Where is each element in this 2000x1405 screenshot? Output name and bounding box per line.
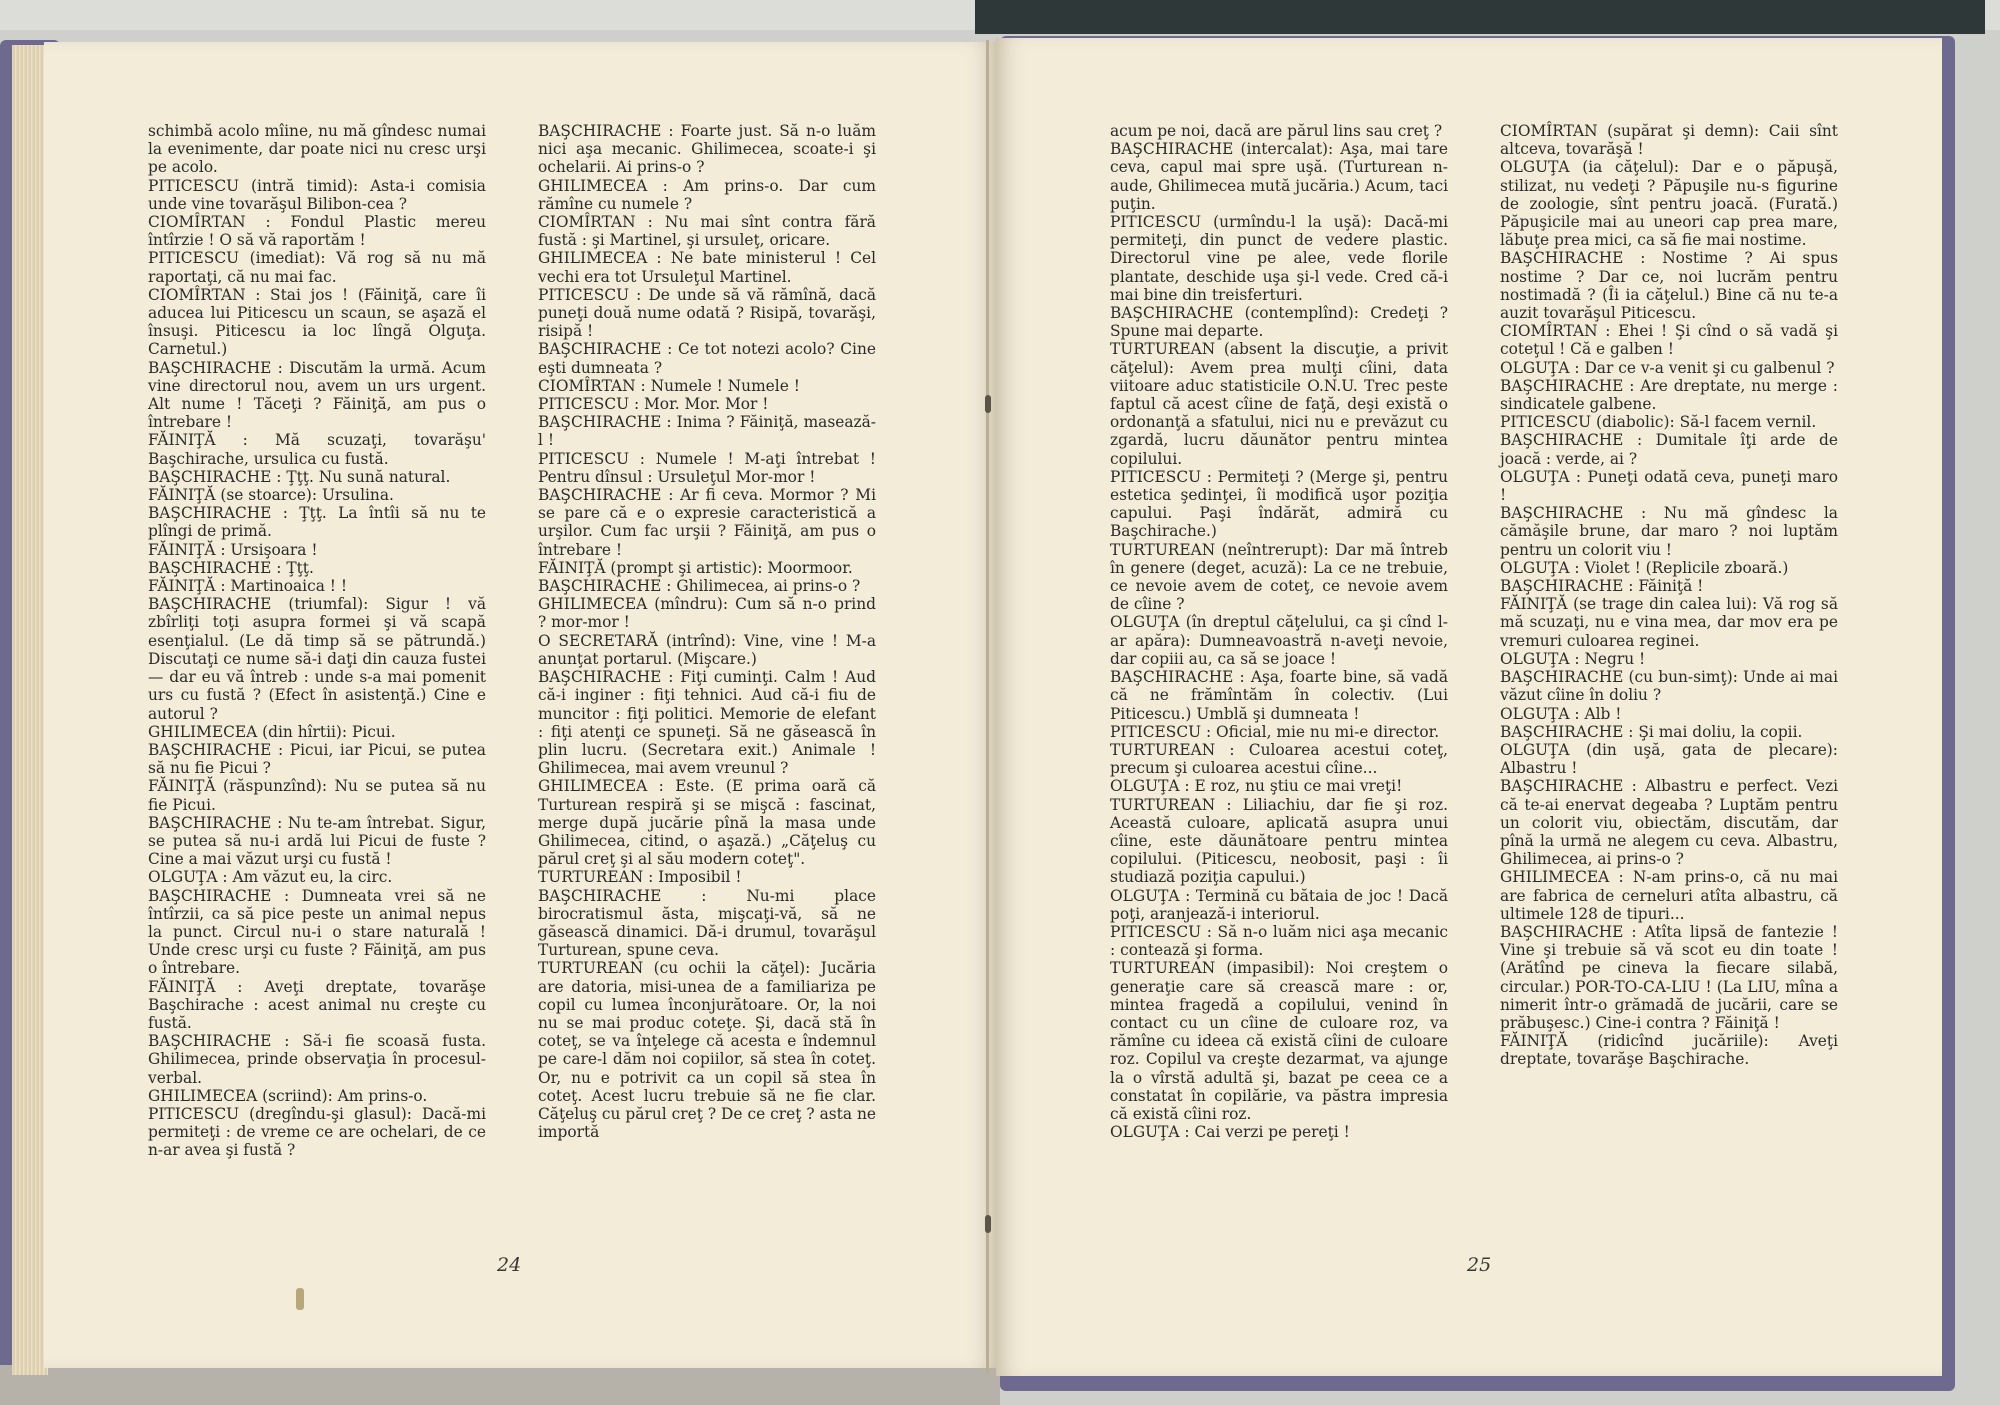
dialogue-paragraph: FĂINIŢĂ : Ursişoara ! bbox=[148, 540, 318, 559]
dialogue-paragraph: BAŞCHIRACHE : Dumitale îţi arde de joacă : verde, ai ? bbox=[1500, 431, 1838, 468]
dialogue-paragraph: BAŞCHIRACHE : Nu mă gîndesc la cămăşile brune, dar maro ? noi luptăm pentru un colorit viu ! bbox=[1500, 504, 1838, 559]
text-column-4 bbox=[1500, 122, 1838, 1069]
dialogue-paragraph: OLGUŢA : Termină cu bătaia de joc ! Dacă poţi, aranjează-i interiorul. bbox=[1110, 886, 1448, 923]
dialogue-paragraph: BAŞCHIRACHE (intercalat): Aşa, mai tare ceva, capul mai spre uşă. (Turturean n-aude, Ghilimecea mută jucăria.) Acum, taci puţin. bbox=[1110, 140, 1448, 213]
dialogue-paragraph: FĂINIŢĂ : Aveţi dreptate, tovarăşe Başchirache : acest animal nu creşte cu fustă. bbox=[148, 977, 486, 1032]
dialogue-paragraph: TURTUREAN : Imposibil ! bbox=[538, 868, 742, 887]
dialogue-paragraph: FĂINIŢĂ (răspunzînd): Nu se putea să nu fie Picui. bbox=[148, 777, 486, 814]
dialogue-paragraph: BAŞCHIRACHE : Discutăm la urmă. Acum vine directorul nou, avem un urs urgent. Alt nume ! Tăceţi ? Făiniţă, am pus o întrebare ! bbox=[148, 358, 486, 432]
dialogue-paragraph: OLGUŢA (în dreptul căţelului, ca şi cînd l-ar apăra): Dumneavoastră n-aveţi nevoie, dar copiii au, ca să se joace ! bbox=[1110, 613, 1448, 668]
dialogue-paragraph: GHILIMECEA (mîndru): Cum să n-o prind ? mor-mor ! bbox=[538, 595, 876, 632]
dialogue-paragraph: FĂINIŢĂ : Mă scuzaţi, tovarăşu' Başchirache, ursulica cu fustă. bbox=[148, 431, 486, 468]
dialogue-paragraph: TURTUREAN (absent la discuţie, a privit căţelul): Avem prea mulţi cîini, data viitoare aduc statisticile O.N.U. Trec peste faptul că acest cîine de faţă, deşi există o ordonanţă a sfatului, nici nu e prevăzut cu zgardă, lucru dăunător pentru mintea copilului. bbox=[1110, 340, 1448, 468]
dialogue-paragraph: OLGUŢA : Alb ! bbox=[1500, 704, 1622, 723]
dialogue-paragraph: BAŞCHIRACHE : Albastru e perfect. Vezi că te-ai enervat degeaba ? Luptăm pentru un colorit viu, obiectăm, discutăm, dar pînă la urmă ne alegem cu ceva. Albastru, Ghilimecea, ai prins-o ? bbox=[1500, 777, 1838, 869]
dialogue-paragraph: PITICESCU : Oficial, mie nu mi-e director. bbox=[1110, 722, 1440, 741]
dialogue-paragraph: BAŞCHIRACHE : Inima ? Făiniţă, masează-l ! bbox=[538, 413, 876, 450]
dialogue-paragraph: BAŞCHIRACHE : Ţţţ. La întîi să nu te plîngi de primă. bbox=[148, 504, 486, 541]
dialogue-paragraph: FĂINIŢĂ (ridicînd jucăriile): Aveţi dreptate, tovarăşe Başchirache. bbox=[1500, 1032, 1838, 1069]
dialogue-paragraph: FĂINIŢĂ (se stoarce): Ursulina. bbox=[148, 486, 394, 505]
dialogue-paragraph: OLGUŢA (ia căţelul): Dar e o păpuşă, stilizat, nu vedeţi ? Păpuşile nu-s figurine de zoologie, sînt pentru joacă. (Furată.) Păpuşicile mai au uneori cap prea mare, lăbuţe prea mici, ca să fie mai nostime. bbox=[1500, 158, 1838, 250]
page-number-right: 25 bbox=[1467, 1254, 1492, 1276]
dialogue-paragraph: GHILIMECEA : N-am prins-o, că nu mai are fabrica de cerneluri atîta albastru, că ultimele 128 de tipuri... bbox=[1500, 868, 1838, 923]
dialogue-paragraph: FĂINIŢĂ : Martinoaica ! ! bbox=[148, 577, 348, 596]
dialogue-paragraph: BAŞCHIRACHE : Foarte just. Să n-o luăm nici aşa mecanic. Ghilimecea, scoate-i şi ochelarii. Ai prins-o ? bbox=[538, 122, 876, 177]
dialogue-paragraph: PITICESCU (imediat): Vă rog să nu mă raportaţi, că nu mai fac. bbox=[148, 249, 486, 286]
dialogue-paragraph: OLGUŢA : E roz, nu ştiu ce mai vreţi! bbox=[1110, 777, 1403, 796]
dialogue-paragraph: BAŞCHIRACHE : Ar fi ceva. Mormor ? Mi se pare că e o expresie caracteristică a urşilor. Cum fac urşii ? Făiniţă, am pus o întrebare ! bbox=[538, 486, 876, 559]
dialogue-paragraph: BAŞCHIRACHE : Ghilimecea, ai prins-o ? bbox=[538, 577, 861, 596]
dialogue-paragraph: BAŞCHIRACHE : Ţţţ. Nu sună natural. bbox=[148, 467, 451, 486]
dialogue-paragraph: OLGUŢA : Negru ! bbox=[1500, 649, 1646, 668]
dialogue-paragraph: TURTUREAN (impasibil): Noi creştem o generaţie care să crească mare : or, mintea fragedă a copilului, venind în contact cu un cîine de culoare roz, va rămîne cu ideea că există cîini de culoare roz. Copilul va creşte dezarmat, va ajunge la o vîrstă adultă şi, bazat pe ceea ce a constatat în copilărie, va păstra impresia că există cîini roz. bbox=[1110, 959, 1448, 1123]
dialogue-paragraph: OLGUŢA : Violet ! (Replicile zboară.) bbox=[1500, 558, 1789, 577]
dialogue-paragraph: CIOMÎRTAN : Numele ! Numele ! bbox=[538, 376, 800, 395]
dialogue-paragraph: BAŞCHIRACHE : Atîta lipsă de fantezie ! Vine şi trebuie să vă scot eu din toate ! (Arătînd pe cineva la fiecare silabă, circular.) POR-TO-CA-LIU ! (La LIU, mîna a nimerit într-o grămadă de jucării, care se prăbuşesc.) Cine-i contra ? Făiniţă ! bbox=[1500, 922, 1838, 1032]
dialogue-paragraph: PITICESCU : Să n-o luăm nici aşa mecanic : contează şi forma. bbox=[1110, 922, 1448, 960]
text-column-3 bbox=[1110, 122, 1448, 1141]
dialogue-paragraph: BAŞCHIRACHE (contemplînd): Credeţi ? Spune mai departe. bbox=[1110, 304, 1448, 341]
background-strip-dark bbox=[975, 0, 1985, 34]
dialogue-paragraph: OLGUŢA : Puneţi odată ceva, puneţi maro ! bbox=[1500, 467, 1838, 505]
dialogue-paragraph: TURTUREAN (cu ochii la căţel): Jucăria are datoria, misi-unea de a familiariza pe copil cu lumea înconjurătoare. Or, la noi nu se mai produc coteţe. Şi, dacă stă în coteţ, se va înţelege că acesta e îndemnul pe care-l dăm noi copiilor, să stea în coteţ. Or, nu e potrivit ca un copil să stea în coteţ. Acest lucru trebuie să ne fie clar. Căţeluş cu părul creţ ? De ce creţ ? asta ne importă bbox=[538, 959, 876, 1142]
dialogue-paragraph: BAŞCHIRACHE : Nostime ? Ai spus nostime ? Dar ce, noi lucrăm pentru nostimadă ? (Îi ia căţelul.) Bine că nu te-a auzit tovarăşul Piticescu. bbox=[1500, 249, 1838, 323]
dialogue-paragraph: PITICESCU (dregîndu-şi glasul): Dacă-mi permiteţi : de vreme ce are ochelari, de ce n-ar avea şi fustă ? bbox=[148, 1104, 486, 1160]
dialogue-paragraph: BAŞCHIRACHE : Nu te-am întrebat. Sigur, se putea să nu-i ardă lui Picui de fuste ? Cine a mai văzut urşi cu fustă ! bbox=[148, 813, 486, 869]
dialogue-paragraph: TURTUREAN : Culoarea acestui coteţ, precum şi culoarea acestui cîine... bbox=[1110, 740, 1448, 778]
dialogue-paragraph: PITICESCU : Mor. Mor. Mor ! bbox=[538, 395, 769, 414]
dialogue-paragraph: GHILIMECEA (scriind): Am prins-o. bbox=[148, 1086, 428, 1105]
dialogue-paragraph: acum pe noi, dacă are părul lins sau creţ ? bbox=[1110, 122, 1443, 140]
dialogue-paragraph: FĂINIŢĂ (se trage din calea lui): Vă rog să mă scuzaţi, nu e vina mea, dar mov era pe vremuri culoarea reginei. bbox=[1500, 595, 1838, 650]
dialogue-paragraph: BAŞCHIRACHE (triumfal): Sigur ! vă zbîrliţi toţi asupra formei şi vă scapă esenţialul. (Le dă timp să se pătrundă.) Discutaţi ce nume să-i daţi din cauza fustei — dar eu vă întreb : unde s-a mai pomenit urs cu fustă ? (Efect în asistenţă.) Cine e autorul ? bbox=[148, 595, 486, 723]
dialogue-paragraph: BAŞCHIRACHE (cu bun-simţ): Unde ai mai văzut cîine în doliu ? bbox=[1500, 668, 1838, 705]
dialogue-paragraph: BAŞCHIRACHE : Nu-mi place birocratismul ăsta, mişcaţi-vă, să ne găsească dinamici. Dă-i drumul, tovarăşul Turturean, spune ceva. bbox=[538, 886, 876, 960]
page-number-left: 24 bbox=[497, 1254, 522, 1276]
dialogue-paragraph: PITICESCU : Numele ! M-aţi întrebat ! Pentru dînsul : Ursuleţul Mor-mor ! bbox=[538, 449, 876, 486]
binding-stitch bbox=[985, 395, 991, 413]
dialogue-paragraph: GHILIMECEA : Am prins-o. Dar cum rămîne cu numele ? bbox=[538, 176, 876, 213]
dialogue-paragraph: PITICESCU : Permiteţi ? (Merge şi, pentru estetica şedinţei, îi modifică uşor poziţia capului. Paşi îndărăt, admiră cu Başchirache.) bbox=[1110, 467, 1448, 541]
dialogue-paragraph: BAŞCHIRACHE : Dumneata vrei să ne întîrzii, ca să pice peste un animal nepus la punct. Circul nu-i o stare naturală ! Unde cresc urşi cu fuste ? Făiniţă, am pus o întrebare. bbox=[148, 886, 486, 978]
dialogue-paragraph: TURTUREAN (neîntrerupt): Dar mă întreb în genere (deget, acuză): La ce ne trebuie, ce nevoie avem de coteţ, ce nevoie avem de cîine ? bbox=[1110, 540, 1448, 614]
dialogue-paragraph: GHILIMECEA : Ne bate ministerul ! Cel vechi era tot Ursuleţul Martinel. bbox=[538, 249, 876, 286]
binding-stitch bbox=[985, 1215, 991, 1233]
bottom-margin bbox=[0, 1365, 1000, 1405]
page-edges bbox=[12, 45, 48, 1375]
dialogue-paragraph: CIOMÎRTAN : Fondul Plastic mereu întîrzie ! O să vă raportăm ! bbox=[148, 213, 486, 250]
dialogue-paragraph: BAŞCHIRACHE : Ce tot notezi acolo? Cine eşti dumneata ? bbox=[538, 340, 876, 377]
dialogue-paragraph: CIOMÎRTAN : Stai jos ! (Făiniţă, care îi aducea lui Piticescu un scaun, se aşază el însuşi. Piticescu ia loc lîngă Olguţa. Carnetul.) bbox=[148, 285, 486, 359]
dialogue-paragraph: BAŞCHIRACHE : Făiniţă ! bbox=[1500, 577, 1704, 596]
dialogue-paragraph: OLGUŢA : Dar ce v-a venit şi cu galbenul ? bbox=[1500, 358, 1835, 377]
dialogue-paragraph: OLGUŢA : Cai verzi pe pereţi ! bbox=[1110, 1123, 1350, 1142]
book-gutter bbox=[986, 40, 989, 1374]
dialogue-paragraph: PITICESCU (diabolic): Să-l facem vernil. bbox=[1500, 413, 1817, 432]
dialogue-paragraph: BAŞCHIRACHE : Să-i fie scoasă fusta. Ghilimecea, prinde observaţia în procesul-verbal. bbox=[148, 1032, 486, 1087]
dialogue-paragraph: TURTUREAN : Liliachiu, dar fie şi roz. Această culoare, aplicată asupra unui cîine, este dăunătoare pentru mintea copilului. (Piticescu, neobosit, paşi : îi studiază poziţia capului.) bbox=[1110, 795, 1448, 887]
dialogue-paragraph: BAŞCHIRACHE : Fiţi cuminţi. Calm ! Aud că-i inginer : fiţi tehnici. Aud că-i fiu de muncitor : fiţi politici. Memorie de elefant : fiţi atenţi ce spuneţi. Să ne găsească în plin lucru. (Secretara exit.) Animale ! Ghilimecea, mai avem vreunul ? bbox=[538, 668, 876, 778]
dialogue-paragraph: O SECRETARĂ (intrînd): Vine, vine ! M-a anunţat portarul. (Mişcare.) bbox=[538, 631, 876, 668]
dialogue-paragraph: PITICESCU (urmîndu-l la uşă): Dacă-mi permiteţi, din punct de vedere plastic. Directorul vine pe alee, vede florile plantate, deschide uşa şi-l vede. Cred că-i mai bine din treisferturi. bbox=[1110, 213, 1448, 304]
dialogue-paragraph: schimbă acolo mîine, nu mă gîndesc numai la evenimente, dar poate nici nu cresc urşi pe acolo. bbox=[148, 122, 486, 177]
dialogue-paragraph: OLGUŢA : Am văzut eu, la circ. bbox=[148, 868, 393, 887]
text-column-1 bbox=[148, 122, 486, 1160]
dialogue-paragraph: BAŞCHIRACHE : Picui, iar Picui, se putea să nu fie Picui ? bbox=[148, 740, 486, 778]
dialogue-paragraph: BAŞCHIRACHE : Ţţţ. bbox=[148, 558, 314, 577]
dialogue-paragraph: PITICESCU : De unde să vă rămînă, dacă puneţi două nume odată ? Risipă, tovarăşi, risipă ! bbox=[538, 285, 876, 341]
dialogue-paragraph: FĂINIŢĂ (prompt şi artistic): Moormoor. bbox=[538, 558, 853, 577]
dialogue-paragraph: CIOMÎRTAN : Nu mai sînt contra fără fustă : şi Martinel, şi ursuleţ, oricare. bbox=[538, 213, 876, 250]
dialogue-paragraph: BAŞCHIRACHE : Are dreptate, nu merge : sindicatele galbene. bbox=[1500, 376, 1838, 414]
dialogue-paragraph: OLGUŢA (din uşă, gata de plecare): Albastru ! bbox=[1500, 740, 1838, 778]
dialogue-paragraph: CIOMÎRTAN : Ehei ! Şi cînd o să vadă şi coteţul ! Că e galben ! bbox=[1500, 322, 1838, 359]
dialogue-paragraph: PITICESCU (intră timid): Asta-i comisia unde vine tovarăşul Bilibon-cea ? bbox=[148, 176, 486, 213]
dialogue-paragraph: GHILIMECEA : Este. (E prima oară că Turturean respiră şi se mişcă : fascinat, merge după jucărie pînă la masa unde Ghilimecea, citind, o aşază.) „Căţeluş cu părul creţ şi al său modern coteţ". bbox=[538, 777, 876, 869]
dialogue-paragraph: CIOMÎRTAN (supărat şi demn): Caii sînt altceva, tovarăşă ! bbox=[1500, 122, 1838, 159]
ink-mark bbox=[296, 1288, 304, 1310]
dialogue-paragraph: BAŞCHIRACHE : Aşa, foarte bine, să vadă că ne frămîntăm în colectiv. (Lui Piticescu.) Umblă şi dumneata ! bbox=[1110, 668, 1448, 723]
text-column-2 bbox=[538, 122, 876, 1141]
dialogue-paragraph: BAŞCHIRACHE : Şi mai doliu, la copii. bbox=[1500, 722, 1803, 741]
dialogue-paragraph: GHILIMECEA (din hîrtii): Picui. bbox=[148, 722, 396, 741]
